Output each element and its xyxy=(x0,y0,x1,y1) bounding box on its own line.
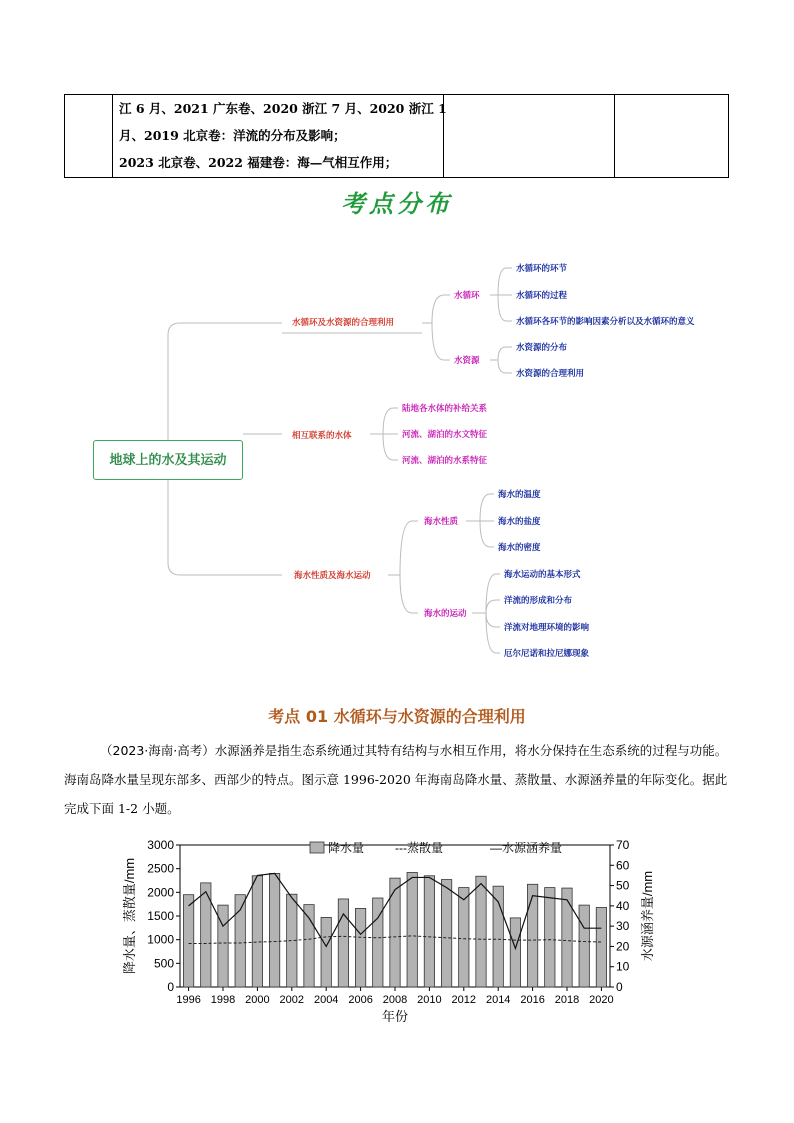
x-tick-label: 2016 xyxy=(520,994,545,1006)
leaf-item: 海水的盐度 xyxy=(498,517,541,527)
sub-water-cycle: 水循环 xyxy=(454,291,480,301)
leaf-item: 海水运动的基本形式 xyxy=(504,570,581,580)
x-tick-label: 2010 xyxy=(417,994,442,1006)
table-line: 月、2019 北京卷：洋流的分布及影响； xyxy=(119,128,346,143)
precipitation-bar xyxy=(596,907,606,987)
leaf-item: 海水的密度 xyxy=(498,543,541,553)
precipitation-bar xyxy=(269,873,279,987)
y-tick-label: 3000 xyxy=(147,838,174,852)
x-tick-label: 2020 xyxy=(589,994,614,1006)
sub-seawater-motion: 海水的运动 xyxy=(424,609,467,619)
y-right-axis-title: 水源涵养量/mm xyxy=(640,870,655,962)
x-tick-label: 1998 xyxy=(210,994,236,1006)
precipitation-bar xyxy=(407,872,417,987)
precipitation-bar xyxy=(218,905,228,987)
precipitation-bar xyxy=(459,888,469,987)
precipitation-bar xyxy=(545,888,555,987)
y-axis-title: 降水量、蒸散量/mm xyxy=(122,857,137,975)
question-paragraph xyxy=(64,736,730,823)
mind-map xyxy=(0,250,794,670)
table-cell-empty xyxy=(65,95,113,177)
x-tick-label: 2002 xyxy=(279,994,305,1006)
leaf-item: 水循环的过程 xyxy=(516,291,568,301)
legend-conservation-label: —水源涵养量 xyxy=(490,841,563,855)
y-right-tick-label: 40 xyxy=(616,898,630,913)
precipitation-bar xyxy=(235,895,245,987)
precipitation-bar xyxy=(424,876,434,987)
x-tick-label: 2000 xyxy=(245,994,270,1006)
sub-water-resources: 水资源 xyxy=(454,356,480,366)
section-title: 考点分布 xyxy=(341,189,453,218)
y-tick-label: 1000 xyxy=(147,932,174,947)
source-tag: （2023·海南·高考） xyxy=(100,743,215,758)
precipitation-bar xyxy=(441,880,451,987)
y-right-tick-label: 60 xyxy=(616,858,630,873)
legend-precip-label: 降水量 xyxy=(328,841,365,855)
branch-water-bodies: 相互联系的水体 xyxy=(292,431,352,441)
table-line: 江 6 月、2021 广东卷、2020 浙江 7 月、2020 浙江 1 xyxy=(119,101,447,116)
legend-precip-swatch xyxy=(310,842,324,853)
paragraph-text: 水源涵养是指生态系统通过其特有结构与水相互作用，将水分保持在生态系统的过程与功能。海南岛降水量呈现东部多、西部少的特点。图示意 1996-2020 年海南岛降水量、蒸散量、水源涵养量的年际变化。据此完成下面 1-2 小题。 xyxy=(64,743,728,816)
leaf-item: 水资源的分布 xyxy=(516,343,568,353)
branch-water-cycle: 水循环及水资源的合理利用 xyxy=(292,318,395,328)
leaf-item: 洋流对地理环境的影响 xyxy=(504,623,590,633)
x-tick-label: 2014 xyxy=(485,994,511,1006)
precipitation-bar xyxy=(252,876,262,987)
leaf-item: 河流、湖泊的水文特征 xyxy=(402,430,488,440)
y-right-tick-label: 10 xyxy=(616,959,630,974)
precipitation-bar xyxy=(355,908,365,987)
precipitation-bar xyxy=(183,895,193,987)
y-right-tick-label: 30 xyxy=(616,919,630,934)
y-tick-label: 0 xyxy=(167,980,174,994)
leaf-item: 河流、湖泊的水系特征 xyxy=(402,456,488,466)
chart xyxy=(120,830,660,1030)
kaodian-title: 考点 01 水循环与水资源的合理利用 xyxy=(268,707,526,726)
legend-evap-label: ---蒸散量 xyxy=(395,841,443,855)
precipitation-bar xyxy=(476,876,486,987)
x-tick-label: 2006 xyxy=(348,994,373,1006)
leaf-item: 厄尔尼诺和拉尼娜现象 xyxy=(504,649,590,659)
precipitation-bar xyxy=(321,917,331,987)
leaf-item: 洋流的形成和分布 xyxy=(504,596,573,606)
x-tick-label: 2004 xyxy=(313,994,339,1006)
table-cell-sources xyxy=(113,95,447,177)
leaf-item: 海水的温度 xyxy=(498,490,541,500)
source-table xyxy=(64,94,729,178)
precipitation-bar xyxy=(562,888,572,987)
leaf-item: 水资源的合理利用 xyxy=(516,369,585,379)
precipitation-bar xyxy=(510,918,520,987)
y-tick-label: 2500 xyxy=(147,861,174,876)
x-tick-label: 2008 xyxy=(382,994,408,1006)
sub-seawater-properties: 海水性质 xyxy=(424,517,459,527)
branch-seawater: 海水性质及海水运动 xyxy=(294,571,371,581)
y-tick-label: 2000 xyxy=(147,885,174,900)
precipitation-bar xyxy=(304,905,314,987)
y-tick-label: 1500 xyxy=(147,909,174,923)
precipitation-bar xyxy=(527,884,537,987)
y-tick-label: 500 xyxy=(153,956,174,971)
table-line: 2023 北京卷、2022 福建卷：海—气相互作用； xyxy=(119,155,398,170)
precipitation-bar xyxy=(579,905,589,987)
precipitation-bar xyxy=(338,899,348,987)
leaf-item: 陆地各水体的补给关系 xyxy=(402,404,488,414)
x-axis-title: 年份 xyxy=(381,1009,409,1024)
x-tick-label: 1996 xyxy=(176,994,201,1006)
table-cell-empty xyxy=(444,95,615,177)
x-tick-label: 2012 xyxy=(451,994,477,1006)
chart-container xyxy=(120,830,660,1030)
table-cell-empty xyxy=(615,95,730,177)
x-tick-label: 2018 xyxy=(554,994,580,1006)
y-right-tick-label: 70 xyxy=(616,838,630,852)
leaf-item: 水循环各环节的影响因素分析以及水循环的意义 xyxy=(516,317,695,327)
y-right-tick-label: 50 xyxy=(616,878,630,893)
y-right-tick-label: 0 xyxy=(616,980,623,994)
leaf-item: 水循环的环节 xyxy=(516,264,568,274)
y-right-tick-label: 20 xyxy=(616,939,630,954)
mindmap-root: 地球上的水及其运动 xyxy=(93,440,243,480)
